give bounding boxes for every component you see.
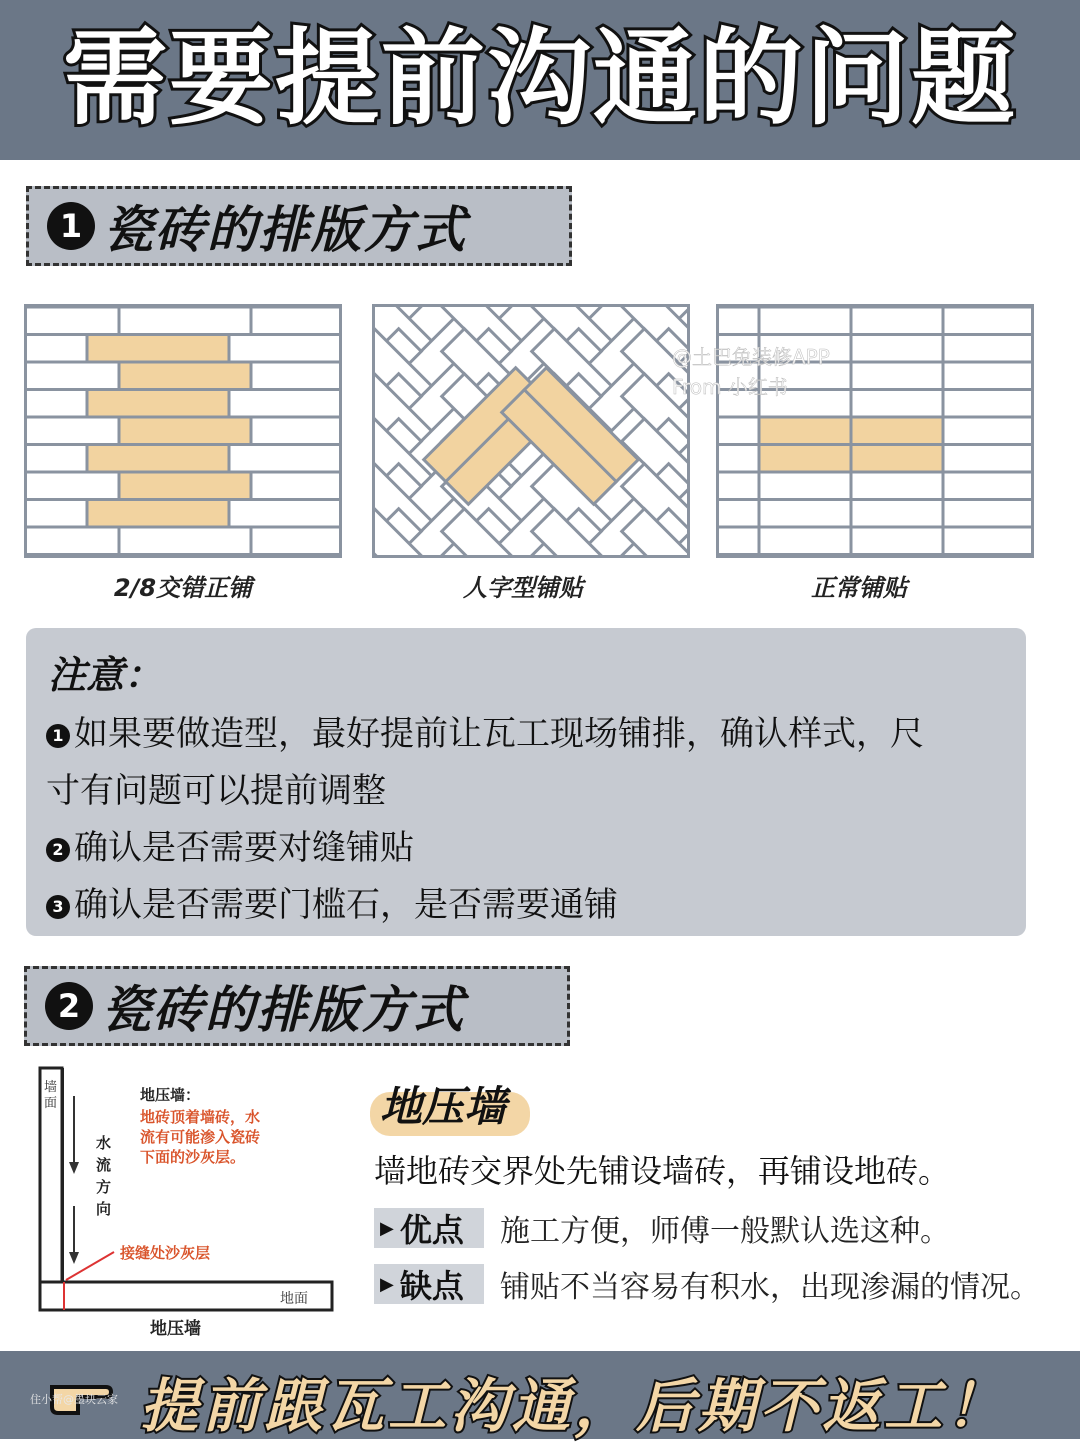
tile (27, 390, 87, 418)
note-item-3-text: 确认是否需要门槛石，是否需要通铺 (74, 885, 618, 925)
tile (851, 527, 943, 555)
note-item-1-text: 如果要做造型，最好提前让瓦工现场铺排，确认样式，尺 (74, 714, 924, 754)
herringbone-tile-diagram (372, 304, 690, 558)
tile (759, 500, 851, 528)
tile (851, 335, 943, 363)
tile (87, 335, 229, 363)
floor-label: 地面 (280, 1291, 308, 1307)
highlight-tile (851, 417, 943, 445)
section1-title: 瓷砖的排版方式 (103, 201, 467, 259)
tile (759, 527, 851, 555)
tile (229, 445, 339, 473)
tile (719, 417, 759, 445)
tile (119, 527, 251, 555)
note-body (46, 706, 1006, 934)
tile (719, 472, 759, 500)
tile (943, 362, 1031, 390)
note-item-2-text: 确认是否需要对缝铺贴 (74, 828, 414, 868)
tile (119, 307, 251, 335)
highlight-tile (851, 445, 943, 473)
pros-label: 优点 (399, 1211, 464, 1249)
flow-char-1: 水 (96, 1134, 112, 1152)
tile (87, 390, 229, 418)
method-description: 墙地砖交界处先铺设墙砖，再铺设地砖。 (374, 1152, 951, 1190)
highlight-tile (759, 445, 851, 473)
diagram-label-grid: 正常铺贴 (811, 574, 907, 602)
section2-number: 2 (45, 982, 93, 1030)
tile (251, 527, 339, 555)
tile (251, 472, 339, 500)
tile (251, 307, 339, 335)
tile (943, 445, 1031, 473)
flow-char-4: 向 (96, 1200, 112, 1218)
tile (87, 500, 229, 528)
tile (943, 335, 1031, 363)
bullet-2: 2 (46, 838, 70, 862)
tile (27, 335, 87, 363)
bullet-3: 3 (46, 895, 70, 919)
footer-credit: 住小帮@墨块云家 (30, 1393, 118, 1406)
tile (719, 500, 759, 528)
watermark (672, 342, 830, 402)
cons-row (374, 1264, 1040, 1304)
wall-diagram-desc-3: 下面的沙灰层。 (140, 1148, 246, 1166)
tile (229, 335, 339, 363)
tile (943, 417, 1031, 445)
wall-diagram-desc-2: 流有可能渗入瓷砖 (140, 1128, 261, 1146)
note-box (26, 628, 1026, 936)
tile (27, 417, 119, 445)
watermark-line1: @土巴兔装修APP (672, 345, 830, 369)
note-item-1 (46, 706, 1006, 763)
tile (27, 500, 87, 528)
method-heading (370, 1068, 520, 1136)
joint-label: 接缝处沙灰层 (120, 1244, 211, 1262)
cons-text: 铺贴不当容易有积水，出现渗漏的情况。 (500, 1270, 1040, 1305)
diagram-label-herringbone: 人字型铺贴 (463, 574, 583, 602)
tile (943, 500, 1031, 528)
tile (943, 390, 1031, 418)
wall-diagram-caption: 地压墙 (150, 1319, 201, 1339)
tile (229, 500, 339, 528)
tile (719, 307, 759, 335)
play-arrow-icon: ▶ (380, 1217, 394, 1239)
tile (759, 307, 851, 335)
wall-label: 墙面 (44, 1080, 58, 1111)
tile (229, 390, 339, 418)
note-item-1-cont-text: 寸有问题可以提前调整 (46, 771, 386, 811)
tile (851, 472, 943, 500)
highlight-tile (119, 472, 251, 500)
note-item-1-cont (46, 763, 1006, 820)
tile (27, 527, 119, 555)
flow-char-3: 方 (96, 1178, 112, 1196)
highlight-tile (119, 417, 251, 445)
section1-banner (26, 186, 572, 266)
tile (27, 307, 119, 335)
section2-title: 瓷砖的排版方式 (101, 981, 465, 1039)
note-item-2 (46, 820, 1006, 877)
wall-diagram-title: 地压墙： (140, 1086, 201, 1104)
note-item-3 (46, 877, 1006, 934)
pros-tag (374, 1208, 484, 1248)
tile (719, 445, 759, 473)
method-heading-text: 地压墙 (380, 1082, 507, 1131)
tile (943, 527, 1031, 555)
bullet-1: 1 (46, 724, 70, 748)
tile (27, 362, 119, 390)
diagram-label-staggered: 2/8交错正铺 (113, 574, 253, 602)
tile (87, 445, 229, 473)
highlight-tile (759, 417, 851, 445)
page-title: 需要提前沟通的问题 (62, 17, 1017, 139)
wall-diagram-desc-1: 地砖顶着墙砖，水 (140, 1108, 261, 1126)
wall-floor-diagram (36, 1066, 346, 1346)
tile (759, 472, 851, 500)
note-title: 注意： (48, 653, 163, 697)
highlight-tile (119, 362, 251, 390)
tile (851, 500, 943, 528)
header-banner (0, 0, 1080, 160)
flow-char-2: 流 (96, 1156, 112, 1174)
tile (719, 527, 759, 555)
tile (943, 307, 1031, 335)
footer-banner (0, 1351, 1080, 1439)
tile (27, 472, 119, 500)
tile (943, 472, 1031, 500)
footer-slogan: 提前跟瓦工沟通，后期不返工！ (140, 1372, 1009, 1440)
tile (851, 307, 943, 335)
tile (27, 445, 87, 473)
watermark-line2: From 小红书 (672, 375, 788, 399)
staggered-tile-diagram (24, 304, 342, 558)
section2-banner (24, 966, 570, 1046)
cons-tag (374, 1264, 484, 1304)
flow-label (96, 1132, 114, 1220)
tile (251, 417, 339, 445)
play-arrow-icon: ▶ (380, 1273, 394, 1295)
tile (251, 362, 339, 390)
pros-row (374, 1208, 950, 1248)
section1-number: 1 (47, 202, 95, 250)
tile (851, 390, 943, 418)
tile (851, 362, 943, 390)
pros-text: 施工方便，师傅一般默认选这种。 (500, 1214, 950, 1249)
cons-label: 缺点 (399, 1267, 464, 1305)
